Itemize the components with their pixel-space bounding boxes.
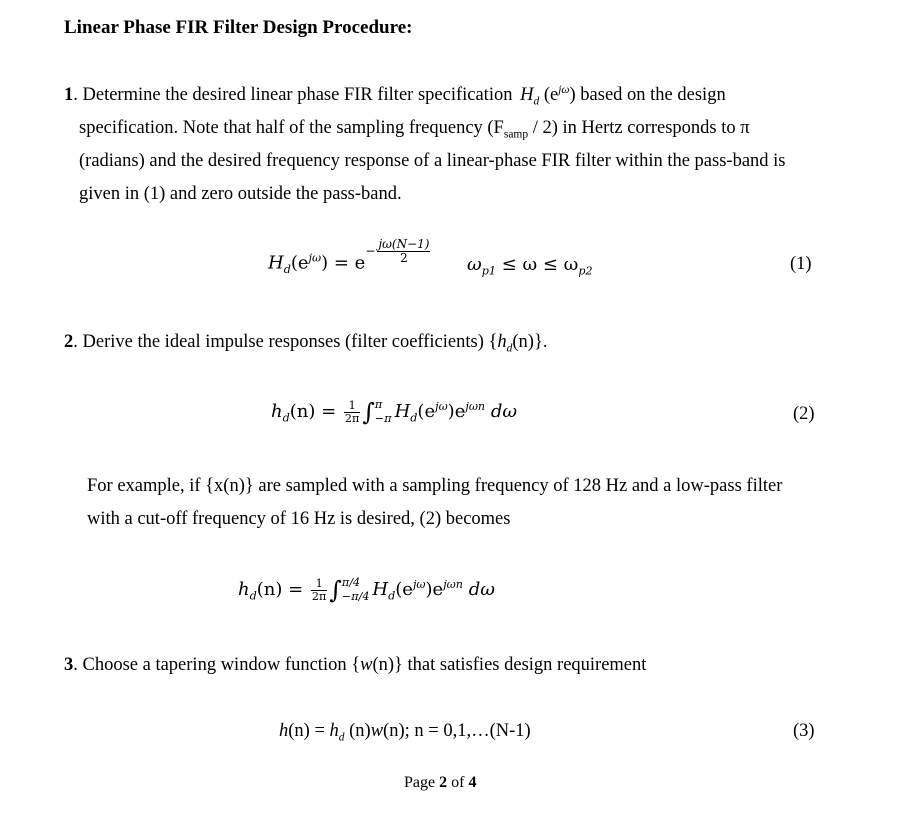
page-heading: Linear Phase FIR Filter Design Procedure:	[64, 17, 413, 38]
step1-line1: 1. Determine the desired linear phase FIR filter specification $H_d$ $(e^{j\omega})$ based on the design	[64, 83, 726, 108]
step3-line: 3. Choose a tapering window function {w(n)} that satisfies design requirement	[64, 655, 647, 675]
example-line2: with a cut-off frequency of 16 Hz is desired, (2) becomes	[87, 509, 511, 529]
equation-1-condition: $\omega_{p1} \le \omega \le \omega_{p2}$	[467, 254, 593, 278]
step2-line: 2. Derive the ideal impulse responses (filter coefficients) $\{h_d(n)\}$.	[64, 332, 548, 355]
page-footer: Page 2 of 4	[404, 774, 477, 791]
equation-example: $h_d(n)$ = $\frac{1}{2\pi}$ ∫ π/4 −π/4 $H_d(e^{j\omega})e^{j\omega n}$ dω	[238, 576, 495, 604]
hd-symbol: $H_d$	[520, 85, 540, 108]
step3-number: 3	[64, 655, 74, 675]
step2-number: 2	[64, 332, 74, 352]
step1-line4: given in (1) and zero outside the pass-band.	[79, 184, 402, 204]
equation-1: $H_d(e^{j\omega}) = e^{- \frac{j\omega(N-1)}{2}}$	[268, 237, 430, 277]
step1-line3: (radians) and the desired frequency response of a linear-phase FIR filter within the pass-band is	[79, 151, 786, 171]
step1-number: 1	[64, 85, 74, 105]
step1-line2: specification. Note that half of the sampling frequency $(F_{samp} / 2)$ in Hertz corresponds to π	[79, 118, 750, 141]
equation-3-number: (3)	[793, 721, 815, 741]
equation-1-number: (1)	[790, 254, 812, 274]
equation-2: $h_d(n)$ = $\frac{1}{2\pi}$ ∫ π −π $H_d(e^{j\omega})e^{j\omega n}$ dω	[271, 398, 518, 426]
equation-3: $h(n) = h_d$ (n)w(n); n = 0,1,…(N-1)	[279, 721, 531, 744]
example-line1: For example, if {x(n)} are sampled with a sampling frequency of 128 Hz and a low-pass filter	[87, 476, 783, 496]
equation-2-number: (2)	[793, 404, 815, 424]
